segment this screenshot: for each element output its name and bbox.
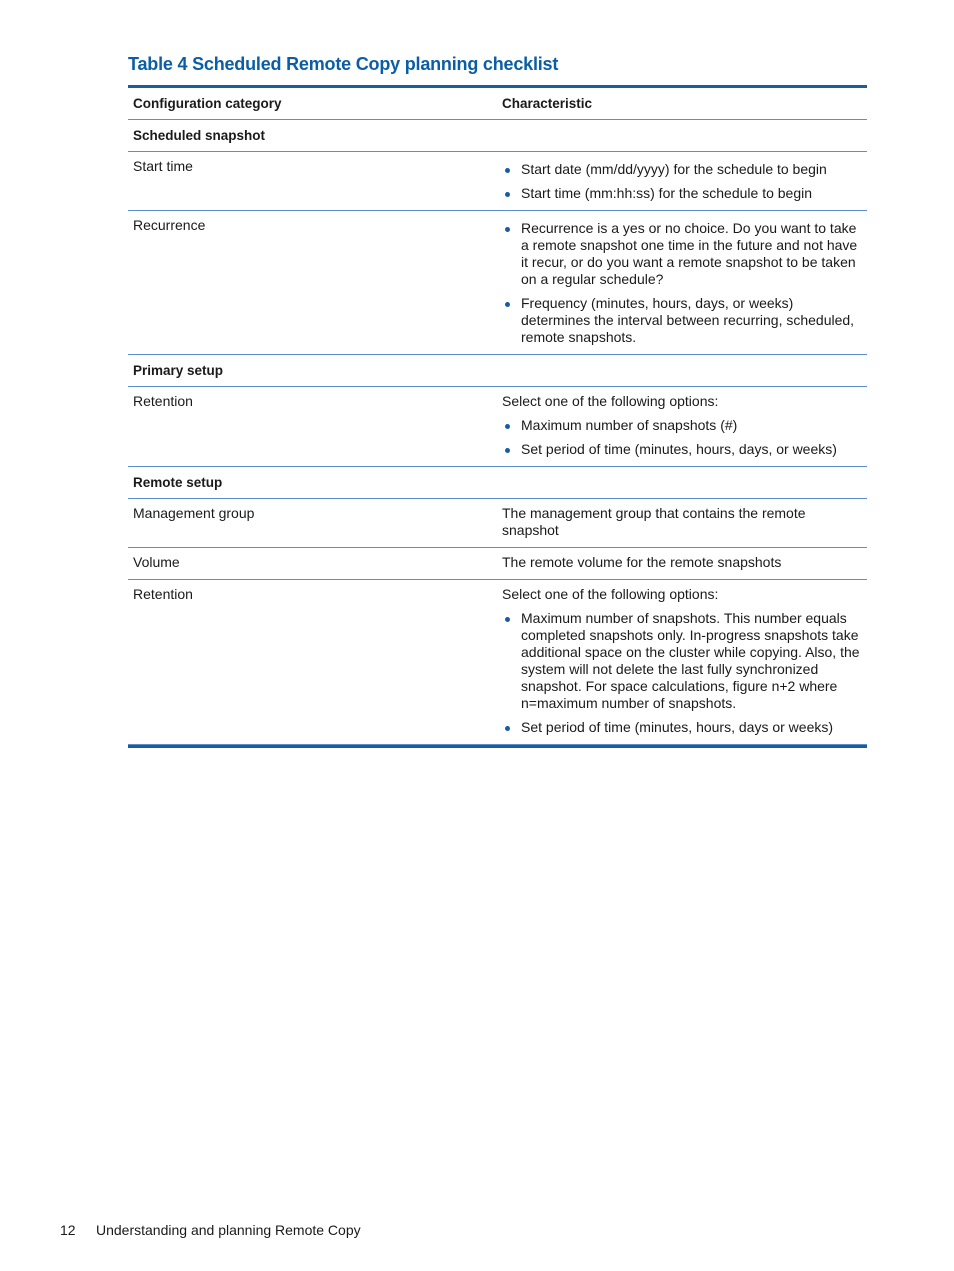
category-cell: Volume (133, 554, 180, 570)
bullet-list (502, 161, 862, 202)
page-number: 12 (60, 1222, 76, 1238)
section-title: Scheduled snapshot (133, 128, 266, 143)
bullet-list (502, 220, 862, 346)
category-cell: Retention (133, 393, 193, 409)
table-caption: Table 4 Scheduled Remote Copy planning checklist (128, 54, 559, 74)
category-cell: Retention (133, 586, 193, 602)
list-item: Set period of time (minutes, hours, days, or weeks) (502, 441, 862, 458)
bullet-icon (505, 302, 510, 307)
list-item: Start date (mm/dd/yyyy) for the schedule to begin (502, 161, 862, 178)
bullet-icon (505, 424, 510, 429)
section-title: Remote setup (133, 475, 223, 490)
section-row (128, 355, 867, 387)
table-row (128, 387, 867, 467)
header-characteristic: Characteristic (502, 96, 593, 111)
characteristic-cell: The management group that contains the remote snapshot (502, 505, 806, 538)
section-row (128, 467, 867, 499)
table-row (128, 580, 867, 745)
section-row (128, 120, 867, 152)
cell-lead-text: Select one of the following options: (502, 586, 719, 602)
table-header-row (128, 88, 867, 120)
list-item: Start time (mm:hh:ss) for the schedule to begin (502, 185, 862, 202)
list-item: Frequency (minutes, hours, days, or weeks) determines the interval between recurring, scheduled, remote snapshots. (502, 295, 862, 346)
characteristic-cell (497, 211, 867, 354)
planning-checklist-table (128, 85, 867, 748)
bullet-icon (505, 726, 510, 731)
list-item: Set period of time (minutes, hours, days or weeks) (502, 719, 862, 736)
category-cell: Management group (133, 505, 255, 521)
bullet-list (502, 610, 862, 736)
characteristic-cell: The remote volume for the remote snapshots (502, 554, 782, 570)
characteristic-cell (497, 152, 867, 210)
page-footer (60, 1222, 361, 1238)
bullet-icon (505, 227, 510, 232)
cell-lead-text: Select one of the following options: (502, 393, 719, 409)
bullet-icon (505, 168, 510, 173)
section-title: Primary setup (133, 363, 224, 378)
list-item: Maximum number of snapshots (#) (502, 417, 862, 434)
characteristic-cell (497, 387, 867, 466)
table-row (128, 211, 867, 355)
table-row (128, 152, 867, 211)
category-cell: Start time (133, 158, 193, 174)
characteristic-cell (497, 580, 867, 744)
table-row (128, 548, 867, 580)
category-cell: Recurrence (133, 217, 206, 233)
bullet-icon (505, 192, 510, 197)
list-item: Recurrence is a yes or no choice. Do you want to take a remote snapshot one time in the future and not have it recur, or do you want a remote snapshot to be taken on a regular schedule? (502, 220, 862, 288)
table-row (128, 499, 867, 548)
list-item: Maximum number of snapshots. This number equals completed snapshots only. In-progress snapshots take additional space on the cluster while copying. Also, the system will not delete the last fully synchronized snapshot. For space calculations, figure n+2 where n=maximum number of snapshots. (502, 610, 862, 712)
bullet-icon (505, 617, 510, 622)
bullet-list (502, 417, 862, 458)
bullet-icon (505, 448, 510, 453)
chapter-title: Understanding and planning Remote Copy (96, 1222, 361, 1238)
header-configuration-category: Configuration category (133, 96, 282, 111)
